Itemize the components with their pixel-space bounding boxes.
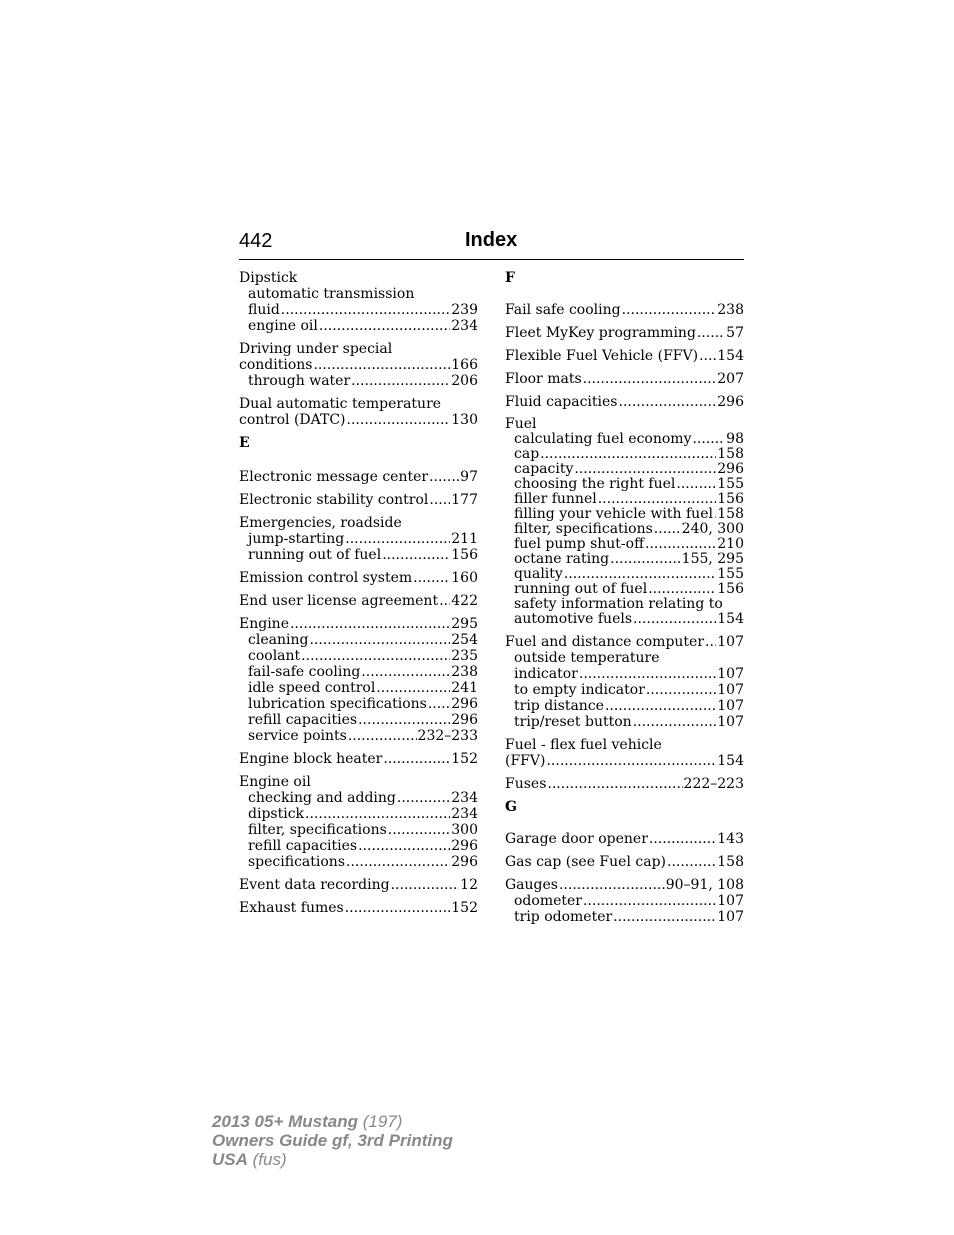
index-entry [239, 751, 478, 767]
dot-leader [583, 893, 716, 909]
page-reference: 234 [451, 790, 478, 806]
page-reference: 422 [451, 593, 478, 609]
index-term [239, 616, 478, 632]
index-subentry [505, 507, 744, 522]
index-entry [239, 396, 478, 428]
index-term-label: (FFV) [505, 753, 546, 769]
index-entry [239, 469, 478, 485]
page-header [239, 229, 744, 260]
page-reference: 155 [717, 566, 744, 582]
page-reference: 239 [451, 302, 478, 318]
index-subentry [505, 477, 744, 492]
index-term [505, 776, 744, 792]
index-term [239, 469, 478, 485]
index-term-label: quality [514, 566, 563, 582]
page-reference: 57 [726, 325, 744, 341]
index-term [239, 515, 478, 531]
index-term-label: End user license agreement [239, 593, 439, 609]
index-term [505, 302, 744, 318]
page-reference: 155 [717, 476, 744, 492]
dot-leader [358, 712, 450, 728]
page-reference: 130 [451, 412, 478, 428]
dot-leader [667, 854, 716, 870]
dot-leader [579, 666, 716, 682]
index-term-label: Exhaust fumes [239, 900, 344, 916]
index-term-label: jump-starting [248, 531, 345, 547]
page-reference: 107 [717, 698, 744, 714]
index-column-left [239, 270, 478, 923]
index-entry [505, 417, 744, 627]
index-subentry [505, 650, 744, 666]
index-term [505, 371, 744, 387]
index-term [239, 341, 478, 357]
dot-leader [714, 507, 716, 522]
dot-leader [439, 593, 450, 609]
dot-leader [413, 570, 450, 586]
dot-leader [383, 751, 450, 767]
index-subentry [239, 680, 478, 696]
page-reference: 12 [460, 877, 478, 893]
page-reference: 238 [451, 664, 478, 680]
dot-leader [351, 373, 450, 389]
page-reference: 90–91, 108 [665, 877, 744, 893]
index-subentry [505, 537, 744, 552]
index-term [505, 753, 744, 769]
index-term-label: Fleet MyKey programming [505, 325, 696, 341]
page-reference: 295 [451, 616, 478, 632]
index-term [239, 593, 478, 609]
index-subentry [505, 432, 744, 447]
index-term-label: safety information relating to [514, 596, 723, 612]
index-term [239, 751, 478, 767]
page-reference: 107 [717, 634, 744, 650]
page-reference: 97 [460, 469, 478, 485]
page-reference: 107 [717, 909, 744, 925]
dot-leader [619, 394, 717, 410]
dot-leader [540, 447, 716, 462]
index-term-label: indicator [514, 666, 578, 682]
page-reference: 235 [451, 648, 478, 664]
dot-leader [583, 371, 717, 387]
index-term-label: Fuel - flex fuel vehicle [505, 737, 662, 753]
page-reference: 156 [717, 581, 744, 597]
footer-line-1: 2013 05+ Mustang (197) [212, 1112, 403, 1131]
index-subentry [239, 790, 478, 806]
index-term [505, 417, 744, 432]
index-term-label: Garage door opener [505, 831, 648, 847]
index-subentry [239, 302, 478, 318]
dot-leader [610, 552, 681, 567]
index-subentry [505, 714, 744, 730]
index-term-label: Fuel [505, 416, 537, 432]
index-letter-heading: G [505, 799, 517, 815]
dot-leader [622, 302, 717, 318]
index-entry [239, 570, 478, 586]
dot-leader [388, 822, 450, 838]
dot-leader [676, 477, 716, 492]
index-term [239, 412, 478, 428]
index-term-label: Dipstick [239, 270, 298, 286]
dot-leader [348, 728, 417, 744]
index-term-label: engine oil [248, 318, 318, 334]
dot-leader [633, 714, 717, 730]
index-subentry [239, 712, 478, 728]
dot-leader [598, 492, 717, 507]
index-term-label: running out of fuel [514, 581, 648, 597]
index-subentry [505, 612, 744, 627]
index-entry [239, 492, 478, 508]
index-subentry [239, 547, 478, 563]
index-term-label: specifications [248, 854, 346, 870]
index-term-label: Flexible Fuel Vehicle (FFV) [505, 348, 699, 364]
index-term-label: trip distance [514, 698, 604, 714]
dot-leader [345, 900, 451, 916]
index-term-label: odometer [514, 893, 582, 909]
index-term-label: Emergencies, roadside [239, 515, 402, 531]
index-term-label: Dual automatic temperature [239, 396, 442, 412]
dot-leader [346, 854, 450, 870]
index-term-label: automotive fuels [514, 611, 633, 627]
index-subentry [505, 582, 744, 597]
index-term-label: capacity [514, 461, 574, 477]
dot-leader [429, 469, 459, 485]
dot-leader [305, 806, 450, 822]
dot-leader [428, 696, 450, 712]
index-entry [505, 634, 744, 730]
index-term-label: Electronic message center [239, 469, 429, 485]
index-entry [505, 325, 744, 341]
dot-leader [376, 680, 450, 696]
index-term-label: checking and adding [248, 790, 396, 806]
index-subentry [239, 728, 478, 744]
dot-leader [649, 831, 716, 847]
index-term-label: filler funnel [514, 491, 597, 507]
page-reference: 107 [717, 666, 744, 682]
page-reference: 107 [717, 682, 744, 698]
index-term-label: Electronic stability control [239, 492, 429, 508]
dot-leader [699, 348, 716, 364]
page-reference: 206 [451, 373, 478, 389]
index-term [239, 570, 478, 586]
index-entry [239, 900, 478, 916]
page-reference: 234 [451, 318, 478, 334]
index-entry [505, 737, 744, 769]
page-reference: 166 [451, 357, 478, 373]
dot-leader [397, 790, 450, 806]
index-term-label: cap [514, 446, 540, 462]
index-term-label: service points [248, 728, 347, 744]
index-term-label: refill capacities [248, 712, 358, 728]
index-term-label: filling your vehicle with fuel [514, 506, 713, 522]
index-entry [505, 394, 744, 410]
page-reference: 155, 295 [681, 551, 744, 567]
page-reference: 254 [451, 632, 478, 648]
dot-leader [697, 325, 725, 341]
index-subentry [239, 696, 478, 712]
index-entry [505, 302, 744, 318]
index-term-label: Emission control system [239, 570, 413, 586]
page-reference: 210 [717, 536, 744, 552]
index-term-label: outside temperature [514, 650, 660, 666]
index-term [239, 877, 478, 893]
index-term-label: Engine block heater [239, 751, 383, 767]
index-term [239, 900, 478, 916]
page-reference: 238 [717, 302, 744, 318]
index-term-label: refill capacities [248, 838, 358, 854]
index-subentry [505, 447, 744, 462]
index-subentry [239, 838, 478, 854]
index-letter-heading: F [505, 270, 515, 286]
page-reference: 154 [717, 753, 744, 769]
index-term-label: lubrication specifications [248, 696, 427, 712]
dot-leader [605, 698, 716, 714]
index-term-label: calculating fuel economy [514, 431, 692, 447]
index-term-label: automatic transmission [248, 286, 415, 302]
page-reference: 296 [451, 696, 478, 712]
page-reference: 156 [717, 491, 744, 507]
page-reference: 296 [451, 838, 478, 854]
page-reference: 98 [726, 431, 744, 447]
index-term-label: filter, specifications [514, 521, 653, 537]
dot-leader [564, 567, 716, 582]
dot-leader [574, 462, 716, 477]
index-term [505, 831, 744, 847]
page-reference: 300 [451, 822, 478, 838]
index-entry [505, 854, 744, 870]
dot-leader [391, 877, 460, 893]
page-reference: 234 [451, 806, 478, 822]
page-reference: 296 [451, 712, 478, 728]
index-term-label: fuel pump shut-off [514, 536, 645, 552]
dot-leader [345, 531, 450, 547]
index-entry [505, 371, 744, 387]
page-reference: 158 [717, 854, 744, 870]
index-term-label: Fluid capacities [505, 394, 618, 410]
index-term [239, 774, 478, 790]
index-term-label: running out of fuel [248, 547, 382, 563]
index-term [505, 877, 744, 893]
index-term-label: to empty indicator [514, 682, 645, 698]
dot-leader [382, 547, 450, 563]
dot-leader [654, 522, 681, 537]
index-term-label: Gas cap (see Fuel cap) [505, 854, 666, 870]
index-entry [239, 515, 478, 563]
page-reference: 232–233 [417, 728, 478, 744]
index-term-label: Fail safe cooling [505, 302, 621, 318]
index-term [239, 396, 478, 412]
index-term-label: Floor mats [505, 371, 582, 387]
dot-leader [546, 753, 716, 769]
index-subentry [239, 822, 478, 838]
index-term-label: filter, specifications [248, 822, 387, 838]
index-subentry [239, 373, 478, 389]
index-subentry [239, 531, 478, 547]
index-term [505, 634, 744, 650]
index-term-label: fail-safe cooling [248, 664, 361, 680]
page-reference: 211 [451, 531, 478, 547]
dot-leader [559, 877, 665, 893]
page-reference: 296 [451, 854, 478, 870]
page-reference: 158 [717, 506, 744, 522]
page-reference: 296 [717, 461, 744, 477]
index-subentry [505, 893, 744, 909]
index-term-label: Driving under special [239, 341, 393, 357]
index-subentry [505, 552, 744, 567]
dot-leader [547, 776, 682, 792]
index-entry [505, 348, 744, 364]
index-entry [239, 616, 478, 744]
page-number: 442 [239, 230, 273, 252]
index-subentry [239, 854, 478, 870]
index-subentry [505, 682, 744, 698]
index-term [505, 854, 744, 870]
page-reference: 160 [451, 570, 478, 586]
index-entry [239, 593, 478, 609]
index-term-label: dipstick [248, 806, 305, 822]
dot-leader [313, 357, 450, 373]
index-term-label: trip odometer [514, 909, 613, 925]
index-term-label: Fuses [505, 776, 547, 792]
index-term [239, 492, 478, 508]
index-term [505, 737, 744, 753]
dot-leader [645, 537, 716, 552]
index-entry [239, 341, 478, 389]
index-term-label: idle speed control [248, 680, 376, 696]
index-column-right [505, 270, 744, 932]
page-reference: 241 [451, 680, 478, 696]
footer-line-2: Owners Guide gf, 3rd Printing [212, 1131, 453, 1150]
index-term-label: octane rating [514, 551, 610, 567]
page-reference: 207 [717, 371, 744, 387]
dot-leader [361, 664, 450, 680]
index-term-label: cleaning [248, 632, 309, 648]
index-term-label: coolant [248, 648, 301, 664]
footer-line-3: USA (fus) [212, 1150, 287, 1169]
index-subentry [505, 567, 744, 582]
index-term [505, 348, 744, 364]
index-subentry [505, 909, 744, 925]
index-letter-heading: E [239, 435, 250, 451]
index-entry [505, 877, 744, 925]
index-subentry [505, 492, 744, 507]
index-subentry [239, 664, 478, 680]
dot-leader [705, 634, 716, 650]
index-term-label: conditions [239, 357, 313, 373]
index-term-label: Engine oil [239, 774, 311, 790]
page-reference: 240, 300 [681, 521, 744, 537]
index-subentry [239, 648, 478, 664]
index-entry [505, 831, 744, 847]
index-term-label: Fuel and distance computer [505, 634, 705, 650]
page-reference: 156 [451, 547, 478, 563]
page-reference: 143 [717, 831, 744, 847]
index-term-label: fluid [248, 302, 280, 318]
page-reference: 222–223 [683, 776, 744, 792]
index-term-label: control (DATC) [239, 412, 346, 428]
dot-leader [429, 492, 450, 508]
page-reference: 158 [717, 446, 744, 462]
page-reference: 177 [451, 492, 478, 508]
dot-leader [646, 682, 716, 698]
index-subentry [239, 632, 478, 648]
index-term-label: Engine [239, 616, 289, 632]
page-reference: 154 [717, 611, 744, 627]
index-term-label: trip/reset button [514, 714, 632, 730]
dot-leader [613, 909, 716, 925]
dot-leader [301, 648, 450, 664]
index-term-label: Gauges [505, 877, 558, 893]
dot-leader [281, 302, 450, 318]
page-title: Index [465, 229, 518, 251]
index-term-label: choosing the right fuel [514, 476, 676, 492]
index-entry [239, 877, 478, 893]
index-subentry [505, 522, 744, 537]
dot-leader [309, 632, 450, 648]
page-reference: 107 [717, 893, 744, 909]
index-term [505, 325, 744, 341]
index-entry [239, 270, 478, 334]
index-subentry [239, 318, 478, 334]
dot-leader [648, 582, 716, 597]
index-subentry [239, 286, 478, 302]
page-reference: 107 [717, 714, 744, 730]
index-term [505, 394, 744, 410]
index-term [239, 357, 478, 373]
index-subentry [505, 462, 744, 477]
dot-leader [290, 616, 450, 632]
index-entry [505, 776, 744, 792]
index-subentry [239, 806, 478, 822]
index-term [239, 270, 478, 286]
dot-leader [319, 318, 450, 334]
page-reference: 154 [717, 348, 744, 364]
page-reference: 296 [717, 394, 744, 410]
dot-leader [358, 838, 450, 854]
index-subentry [505, 597, 744, 612]
dot-leader [692, 432, 725, 447]
index-term-label: through water [248, 373, 351, 389]
dot-leader [347, 412, 451, 428]
index-term-label: Event data recording [239, 877, 390, 893]
index-entry [239, 774, 478, 870]
footer [212, 1112, 453, 1169]
dot-leader [633, 612, 716, 627]
index-subentry [505, 698, 744, 714]
page-reference: 152 [451, 751, 478, 767]
index-subentry [505, 666, 744, 682]
page-reference: 152 [451, 900, 478, 916]
